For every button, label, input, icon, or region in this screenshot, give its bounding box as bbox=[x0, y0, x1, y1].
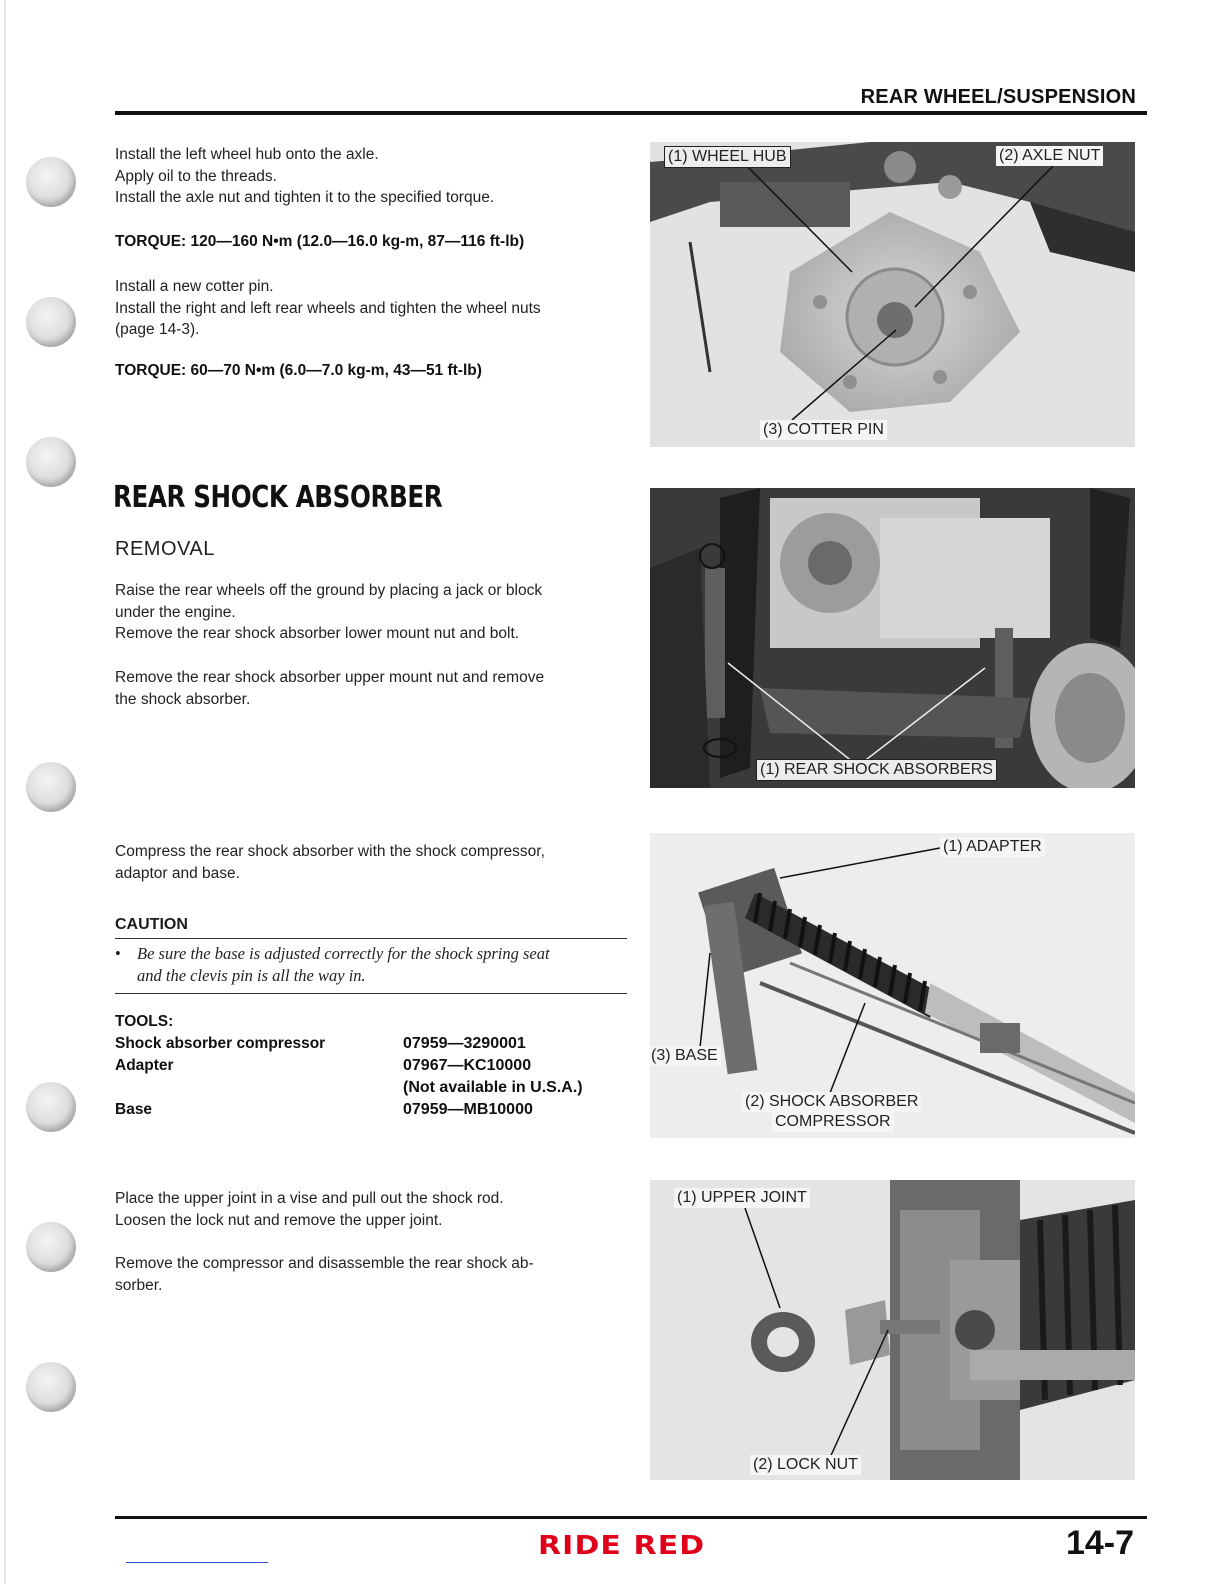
footer-rule bbox=[115, 1516, 1147, 1519]
photo-wheel-hub bbox=[650, 142, 1135, 447]
step-line: the shock absorber. bbox=[115, 690, 251, 708]
binder-hole bbox=[26, 297, 76, 347]
tool-number: 07967—KC10000 bbox=[403, 1057, 532, 1074]
caution-line: and the clevis pin is all the way in. bbox=[137, 966, 366, 985]
torque-spec-wheel-nuts: TORQUE: 60—70 N•m (6.0—7.0 kg-m, 43—51 ft-lb) bbox=[115, 362, 482, 379]
section-title: REAR WHEEL/SUSPENSION bbox=[860, 86, 1136, 108]
callout-upper-joint: (1) UPPER JOINT bbox=[674, 1188, 810, 1208]
photo-shock-compressor bbox=[650, 833, 1135, 1138]
caution-line: Be sure the base is adjusted correctly for the shock spring seat bbox=[137, 944, 550, 963]
step-line: Loosen the lock nut and remove the upper joint. bbox=[115, 1211, 443, 1229]
tool-name: Adapter bbox=[115, 1057, 174, 1074]
tool-number: 07959—MB10000 bbox=[403, 1101, 533, 1118]
binder-hole bbox=[26, 762, 76, 812]
photo-rear-shocks bbox=[650, 488, 1135, 788]
page-edge bbox=[4, 0, 6, 1584]
callout-wheel-hub: (1) WHEEL HUB bbox=[664, 146, 791, 168]
step-line: Install the axle nut and tighten it to the specified torque. bbox=[115, 189, 495, 206]
tool-name: Shock absorber compressor bbox=[115, 1035, 326, 1052]
page-number: 14-7 bbox=[1065, 1524, 1134, 1562]
binder-hole bbox=[26, 1222, 76, 1272]
step-line: Remove the compressor and disassemble the rear shock ab- bbox=[115, 1255, 534, 1272]
callout-base: (3) BASE bbox=[650, 1046, 721, 1066]
callout-cotter-pin: (3) COTTER PIN bbox=[760, 420, 887, 440]
tool-name: Base bbox=[115, 1101, 153, 1118]
caution-title: CAUTION bbox=[115, 916, 188, 933]
hub-install-steps bbox=[115, 144, 635, 209]
callout-shock-absorber-compressor: (2) SHOCK ABSORBER bbox=[742, 1092, 921, 1112]
callout-compressor-line2: COMPRESSOR bbox=[772, 1112, 894, 1132]
section-heading: REAR SHOCK ABSORBER bbox=[113, 480, 443, 515]
step-line: Remove the rear shock absorber lower mount nut and bolt. bbox=[115, 625, 520, 642]
step-line: Apply oil to the threads. bbox=[115, 167, 277, 185]
step-line: Raise the rear wheels off the ground by placing a jack or block bbox=[115, 582, 543, 599]
step-line: under the engine. bbox=[115, 603, 236, 621]
binder-hole bbox=[26, 1362, 76, 1412]
wheel-install-steps bbox=[115, 276, 635, 341]
removal-steps-upper bbox=[115, 667, 635, 710]
callout-rear-shock-absorbers: (1) REAR SHOCK ABSORBERS bbox=[756, 759, 997, 781]
subsection-heading: REMOVAL bbox=[115, 538, 215, 560]
torque-spec-axle-nut: TORQUE: 120—160 N•m (12.0—16.0 kg-m, 87—116 ft-lb) bbox=[115, 233, 525, 250]
callout-axle-nut: (2) AXLE NUT bbox=[996, 146, 1103, 166]
bullet: • bbox=[115, 944, 121, 963]
tool-availability-note: (Not available in U.S.A.) bbox=[403, 1079, 583, 1096]
binder-hole bbox=[26, 157, 76, 207]
step-line: Place the upper joint in a vise and pull out the shock rod. bbox=[115, 1190, 504, 1207]
binder-hole bbox=[26, 437, 76, 487]
photo-upper-joint bbox=[650, 1180, 1135, 1480]
caution-rule-top bbox=[115, 938, 627, 939]
step-line: Compress the rear shock absorber with the shock compressor, bbox=[115, 843, 545, 860]
disassemble-steps bbox=[115, 1253, 635, 1296]
footer-underline bbox=[126, 1562, 268, 1563]
joint-steps bbox=[115, 1188, 635, 1231]
step-line: Remove the rear shock absorber upper mount nut and remove bbox=[115, 669, 545, 686]
binder-hole bbox=[26, 1082, 76, 1132]
removal-steps bbox=[115, 580, 635, 645]
callout-lock-nut: (2) LOCK NUT bbox=[750, 1455, 861, 1475]
caution-rule-bottom bbox=[115, 993, 627, 994]
step-line: (page 14-3). bbox=[115, 321, 200, 338]
tools-title: TOOLS: bbox=[115, 1013, 174, 1030]
callout-adapter: (1) ADAPTER bbox=[940, 837, 1045, 857]
step-line: Install a new cotter pin. bbox=[115, 278, 274, 295]
step-line: Install the left wheel hub onto the axle. bbox=[115, 146, 379, 163]
caution-box bbox=[115, 943, 630, 987]
header-rule bbox=[115, 111, 1147, 115]
compress-steps bbox=[115, 841, 635, 884]
step-line: adaptor and base. bbox=[115, 864, 240, 882]
tool-number: 07959—3290001 bbox=[403, 1035, 526, 1052]
step-line: Install the right and left rear wheels and tighten the wheel nuts bbox=[115, 299, 541, 317]
brand-logo: RIDE RED bbox=[538, 1531, 706, 1561]
step-line: sorber. bbox=[115, 1276, 163, 1294]
